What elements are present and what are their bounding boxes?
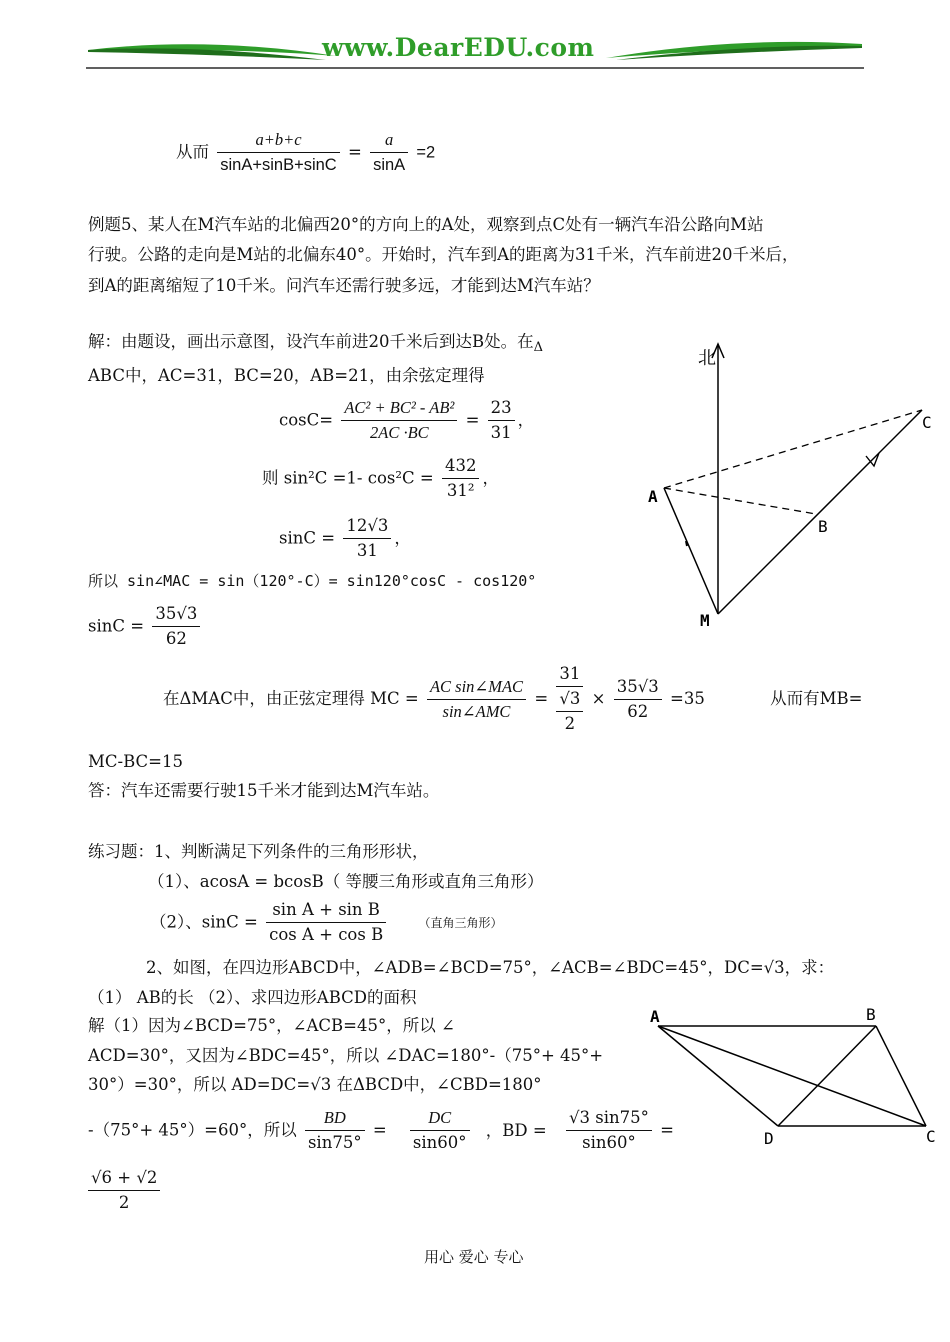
times: ×: [591, 689, 606, 708]
sinc-lead: sinC =: [279, 528, 336, 548]
fraction-num: AC sin∠MAC: [427, 675, 526, 700]
fraction-num: a: [370, 128, 408, 153]
comma: ，: [394, 528, 411, 548]
exercise-q2: [150, 898, 502, 947]
fraction-num: a+b+c: [217, 128, 339, 153]
law-fraction: [427, 675, 526, 724]
exercise-q1: （1）、acosA = bcosB（ 等腰三角形或直角三角形）: [148, 872, 544, 891]
problem2-line: 2、如图，在四边形ABCD中，∠ADB=∠BCD=75°，∠ACB=∠BDC=45°，DC=√3，求：: [146, 958, 835, 977]
fraction-den: [556, 687, 583, 736]
fraction-den: 2: [564, 714, 576, 733]
fraction-num: BD: [305, 1106, 365, 1131]
cos-value: [488, 396, 515, 445]
fraction-num: 432: [442, 454, 480, 479]
bd-result-fraction: [88, 1166, 160, 1215]
solution2-line5: [88, 1166, 160, 1215]
sinc-fraction: [343, 514, 391, 563]
cos-fraction: [341, 396, 457, 445]
fraction-a: [370, 128, 408, 177]
delta-symbol: Δ: [533, 340, 544, 355]
sin2-fraction: [442, 454, 480, 503]
segment-mc: [718, 410, 922, 614]
fraction-den: sin∠AMC: [442, 701, 511, 721]
point-c-label: C: [926, 1127, 936, 1146]
point-m-label: M: [700, 611, 710, 630]
law-fraction-31: [556, 662, 583, 736]
fraction-num: √3 sin75°: [566, 1106, 652, 1131]
fraction-num: 35√3: [152, 602, 200, 627]
fraction-den: sinA+sinB+sinC: [220, 156, 337, 174]
q2-fraction: [266, 898, 386, 947]
equals: =: [465, 410, 480, 430]
header-banner: [86, 30, 864, 72]
bd-fraction: [305, 1106, 365, 1155]
fraction-den: sinA: [373, 156, 406, 174]
solution2-line2: ACD=30°，又因为∠BDC=45°，所以 ∠DAC=180°-（75°+ 45°+: [88, 1046, 604, 1065]
cos-formula: [279, 396, 534, 445]
fraction-den: 31²: [446, 481, 475, 500]
s4-tail: =: [660, 1120, 674, 1140]
answer-line: 答：汽车还需要行驶15千米才能到达M汽车站。: [88, 781, 440, 800]
law-result: =35: [670, 689, 705, 708]
result: =2: [416, 143, 436, 162]
fraction-abc: [217, 128, 339, 177]
solution-line1: [88, 331, 543, 359]
segment-am: [664, 488, 718, 614]
comma: ，: [482, 468, 499, 488]
formula-lead: 从而: [176, 142, 209, 162]
point-b-label: B: [818, 517, 828, 536]
solution-text: 解：由题设，画出示意图，设汽车前进20千米后到达B处。在: [88, 332, 534, 351]
s4-lead: -（75°+ 45°）=60°，所以: [88, 1120, 297, 1140]
nested-fraction: [556, 687, 583, 736]
mac-line2: [88, 602, 203, 651]
fraction-den: 2: [118, 1193, 130, 1212]
solution2-line4: [88, 1106, 674, 1155]
comma: ，: [517, 410, 535, 430]
cos-lead: cosC=: [279, 410, 334, 430]
point-b-label: B: [866, 1005, 876, 1024]
law-fraction-35: [614, 675, 662, 724]
q2-lead: （2）、sinC =: [150, 912, 258, 932]
sin2-formula: [262, 454, 499, 503]
example5-line3: 到A的距离缩短了10千米。问汽车还需行驶多远，才能到达M汽车站？: [88, 276, 600, 295]
point-a-label: A: [648, 487, 658, 506]
mac-lead: sinC =: [88, 616, 145, 636]
point-d-label: D: [764, 1129, 774, 1148]
s4-mid: ，BD =: [485, 1120, 547, 1140]
exercise-title: 练习题：1、判断满足下列条件的三角形形状，: [88, 842, 429, 861]
fraction-den: 62: [165, 629, 187, 648]
fraction-den: sin60°: [412, 1133, 467, 1152]
q2-note: （直角三角形）: [418, 915, 503, 930]
fraction-num: 23: [488, 396, 515, 421]
law-tail: 从而有MB=: [770, 689, 863, 708]
north-label: 北: [698, 348, 716, 369]
sin2-lead: 则 sin²C =1- cos²C =: [262, 468, 434, 488]
fraction-den: sin75°: [307, 1133, 362, 1152]
fraction-num: √6 + √2: [88, 1166, 160, 1191]
fraction-den: sin60°: [582, 1133, 636, 1152]
figure-quadrilateral: [640, 1002, 940, 1152]
mc-line: MC-BC=15: [88, 752, 183, 771]
sinc-formula: [279, 514, 411, 563]
equals: =: [372, 1120, 387, 1140]
fraction-num: 35√3: [614, 675, 662, 700]
mac-fraction: [152, 602, 200, 651]
segment-ab: [664, 488, 816, 514]
example5-line2: 行驶。公路的走向是M站的北偏东40°。开始时，汽车到A的距离为31千米，汽车前进20千米后，: [88, 245, 799, 264]
fraction-den: 2AC ·BC: [370, 423, 429, 442]
fraction-num: 31: [556, 662, 583, 687]
solution-line2: ABC中，AC=31，BC=20，AB=21，由余弦定理得: [88, 366, 485, 385]
segment-ad: [658, 1026, 778, 1126]
fraction-num: 12√3: [343, 514, 391, 539]
bd-value-fraction: [566, 1106, 652, 1155]
point-c-label: C: [922, 413, 932, 432]
figure-vector-diagram: [636, 336, 946, 636]
fraction-num: DC: [410, 1106, 470, 1131]
fraction-den: 62: [627, 701, 649, 721]
mac-line: 所以 sin∠MAC = sin（120°-C）= sin120°cosC - cos120°: [88, 572, 537, 590]
dc-fraction: [410, 1106, 470, 1155]
segment-bc: [876, 1026, 926, 1126]
fraction-num: √3: [556, 687, 583, 712]
point-a-label: A: [650, 1007, 660, 1026]
fraction-den: cos A + cos B: [269, 925, 384, 944]
solution2-line3: 30°）=30°，所以 AD=DC=√3 在ΔBCD中，∠CBD=180°: [88, 1075, 542, 1094]
formula-top: [176, 128, 435, 177]
law-lead: 在ΔMAC中，由正弦定理得 MC =: [163, 689, 419, 708]
equals: =: [347, 142, 362, 162]
fraction-num: sin A + sin B: [266, 898, 386, 923]
example5-line1: 例题5、某人在M汽车站的北偏西20°的方向上的A处，观察到点C处有一辆汽车沿公路向M站: [88, 215, 764, 234]
fraction-den: 31: [490, 423, 512, 442]
solution2-line1: 解（1）因为∠BCD=75°，∠ACB=45°，所以 ∠: [88, 1016, 455, 1035]
footer-text: 用心 爱心 专心: [424, 1248, 524, 1266]
equals: =: [534, 689, 549, 708]
site-logo: www.DearEDU.com: [322, 33, 595, 62]
problem2-parts: （1） AB的长 （2）、求四边形ABCD的面积: [88, 988, 417, 1007]
fraction-den: 31: [356, 541, 378, 560]
fraction-num: AC² + BC² - AB²: [341, 396, 457, 421]
law-of-sines-line: [163, 662, 862, 736]
